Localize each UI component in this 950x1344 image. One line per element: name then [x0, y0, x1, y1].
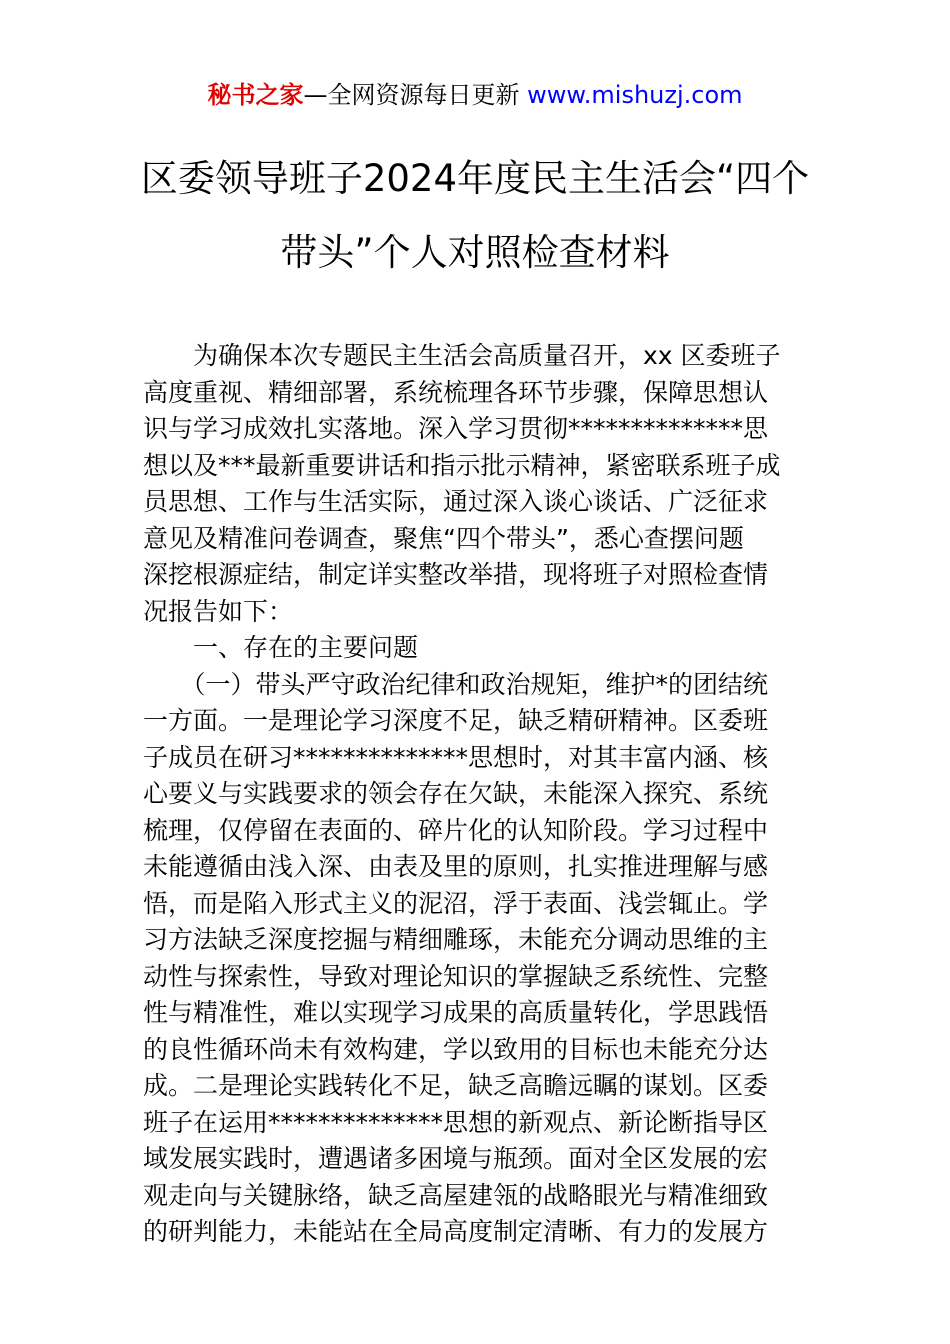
- body-line: （一）带头严守政治纪律和政治规矩，维护*的团结统: [143, 669, 769, 699]
- section-heading: 一、存在的主要问题: [143, 633, 419, 662]
- brand-name: 秘书之家: [207, 81, 304, 109]
- body-line: 梳理，仅停留在表面的、碎片化的认知阶段。学习过程中: [143, 815, 769, 845]
- title-line-2: 带头”个人对照检查材料: [280, 231, 670, 274]
- body-line: 的良性循环尚未有效构建，学以致用的目标也未能充分达: [143, 1034, 769, 1064]
- body-line: 一方面。一是理论学习深度不足，缺乏精研精神。区委班: [143, 706, 769, 735]
- body-line: 识与学习成效扎实落地。深入学习贯彻**************思: [143, 414, 769, 443]
- body-line: 班子在运用**************思想的新观点、新论断指导区: [143, 1107, 769, 1137]
- body-line: 深挖根源症结，制定详实整改举措，现将班子对照检查情: [143, 560, 769, 589]
- document-title: [100, 150, 850, 298]
- body-line: 为确保本次专题民主生活会高质量召开，xx 区委班子: [143, 341, 781, 370]
- body-line: 高度重视、精细部署，系统梳理各环节步骤，保障思想认: [143, 377, 769, 407]
- body-line: 观走向与关键脉络，缺乏高屋建瓴的战略眼光与精准细致: [143, 1180, 769, 1210]
- body-line: 动性与探索性，导致对理论知识的掌握缺乏系统性、完整: [143, 961, 769, 991]
- body-line: 想以及***最新重要讲话和指示批示精神，紧密联系班子成: [143, 450, 781, 480]
- body-line: 未能遵循由浅入深、由表及里的原则，扎实推进理解与感: [143, 852, 769, 881]
- body-line: 悟，而是陷入形式主义的泥沼，浮于表面、浅尝辄止。学: [143, 888, 769, 918]
- header-slogan: —全网资源每日更新: [303, 81, 528, 109]
- site-url-link[interactable]: www.mishuzj.com: [527, 81, 743, 109]
- body-line: 心要义与实践要求的领会存在欠缺，未能深入探究、系统: [143, 779, 769, 808]
- body-line: 意见及精准问卷调查，聚焦“四个带头”，悉心查摆问题: [143, 523, 744, 553]
- body-line: 子成员在研习**************思想时，对其丰富内涵、核: [143, 742, 769, 772]
- body-line: 性与精准性，难以实现学习成果的高质量转化，学思践悟: [143, 998, 769, 1027]
- site-header: [0, 78, 950, 112]
- body-line: 域发展实践时，遭遇诸多困境与瓶颈。面对全区发展的宏: [143, 1144, 769, 1173]
- body-line: 习方法缺乏深度挖掘与精细雕琢，未能充分调动思维的主: [143, 925, 769, 954]
- body-line: 员思想、工作与生活实际，通过深入谈心谈话、广泛征求: [143, 487, 769, 516]
- title-line-1: 区委领导班子2024年度民主生活会“四个: [140, 157, 810, 200]
- body-line: 况报告如下：: [143, 596, 294, 626]
- body-line: 成。二是理论实践转化不足，缺乏高瞻远瞩的谋划。区委: [143, 1071, 769, 1100]
- body-text: [143, 338, 808, 1251]
- body-line: 的研判能力，未能站在全局高度制定清晰、有力的发展方: [143, 1217, 769, 1246]
